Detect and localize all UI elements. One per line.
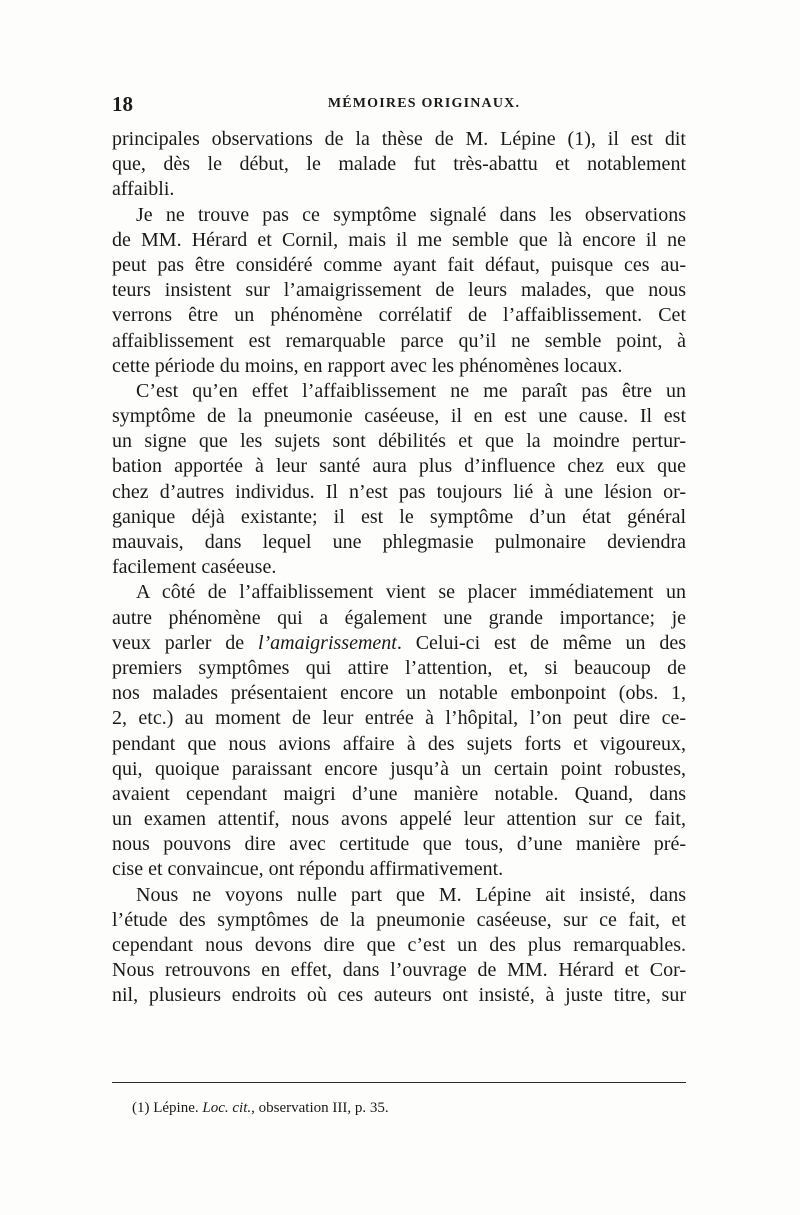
text-line: A côté de l’affaiblissement vient se placer immédiatement un <box>136 581 686 604</box>
text-line: 2, etc.) au moment de leur entrée à l’hôpital, l’on peut dire ce- <box>112 707 686 730</box>
footnote-divider <box>112 1082 686 1083</box>
text-line: symptôme de la pneumonie caséeuse, il en est une cause. Il est <box>112 405 686 428</box>
text-line: nous pouvons dire avec certitude que tous, d’une manière pré- <box>112 833 686 856</box>
text-line: principales observations de la thèse de M. Lépine (1), il est dit <box>112 128 686 150</box>
text-line: avaient cependant maigri d’une manière notable. Quand, dans <box>112 782 686 805</box>
text-line: affaibli. <box>112 178 175 201</box>
text-line: C’est qu’en effet l’affaiblissement ne me paraît pas être un <box>136 379 686 402</box>
footnote-text: (1) Lépine. <box>132 1100 203 1116</box>
text-line: cette période du moins, en rapport avec les phénomènes locaux. <box>112 354 623 377</box>
text-line: que, dès le début, le malade fut très-abattu et notablement <box>112 153 686 176</box>
text-line: pendant que nous avions affaire à des sujets forts et vigoureux, <box>112 732 686 755</box>
text-line: Nous ne voyons nulle part que M. Lépine ait insisté, dans <box>136 883 686 906</box>
text-line: de MM. Hérard et Cornil, mais il me semble que là encore il ne <box>112 228 686 251</box>
text-segment: . Celui-ci est de même un des <box>396 631 687 654</box>
text-line: facilement caséeuse. <box>112 556 277 579</box>
text-segment: veux parler de <box>112 631 258 654</box>
text-line-with-emphasis <box>112 631 686 656</box>
text-line: cise et convaincue, ont répondu affirmativement. <box>112 858 504 881</box>
text-line: Je ne trouve pas ce symptôme signalé dans les observations <box>136 203 686 226</box>
text-line: un signe que les sujets sont débilités et que la moindre pertur- <box>112 430 686 453</box>
emphasized-term: l’amaigrissement <box>257 631 397 654</box>
text-line: un examen attentif, nous avons appelé leur attention sur ce fait, <box>112 808 686 831</box>
body-text <box>112 127 686 1009</box>
text-line: premiers symptômes qui attire l’attention, et, si beaucoup de <box>112 656 686 679</box>
text-line: nil, plusieurs endroits où ces auteurs ont insisté, à juste titre, sur <box>112 984 686 1007</box>
text-line: peut pas être considéré comme ayant fait défaut, puisque ces au- <box>112 253 686 276</box>
running-header <box>112 92 686 120</box>
text-line: teurs insistent sur l’amaigrissement de leurs malades, que nous <box>112 279 686 302</box>
running-title: MÉMOIRES ORIGINAUX. <box>327 96 521 111</box>
text-line: Nous retrouvons en effet, dans l’ouvrage de MM. Hérard et Cor- <box>112 959 686 982</box>
text-line: l’étude des symptômes de la pneumonie caséeuse, sur ce fait, et <box>112 908 686 931</box>
page-number: 18 <box>112 92 133 116</box>
footnote-text: , observation III, p. 35. <box>251 1100 389 1116</box>
text-line: affaiblissement est remarquable parce qu’il ne semble point, à <box>112 329 686 352</box>
text-line: mauvais, dans lequel une phlegmasie pulmonaire deviendra <box>112 531 686 553</box>
text-line: ganique déjà existante; il est le symptôme d’un état général <box>112 505 686 528</box>
text-line: nos malades présentaient encore un notable embonpoint (obs. 1, <box>112 682 686 705</box>
text-line: verrons être un phénomène corrélatif de l’affaiblissement. Cet <box>112 304 686 327</box>
text-line: chez d’autres individus. Il n’est pas toujours lié à une lésion or- <box>112 480 686 503</box>
footnote-citation: Loc. cit. <box>202 1100 252 1116</box>
text-line: cependant nous devons dire que c’est un des plus remarquables. <box>112 934 686 956</box>
footnote <box>132 1100 389 1117</box>
text-line: autre phénomène qui a également une grande importance; je <box>112 606 686 629</box>
text-line: bation apportée à leur santé aura plus d’influence chez eux que <box>112 455 686 478</box>
text-line: qui, quoique paraissant encore jusqu’à un certain point robustes, <box>112 757 686 780</box>
